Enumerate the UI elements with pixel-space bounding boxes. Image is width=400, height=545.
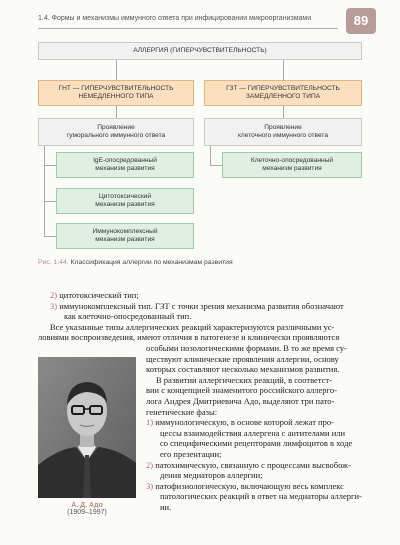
immunocomplex-line2: механизм развития xyxy=(95,236,155,243)
list-text: иммунологическую, в основе которой лежат про- xyxy=(155,417,334,428)
list-item xyxy=(146,481,344,492)
list-item xyxy=(50,290,139,301)
ige-mechanism-box xyxy=(56,152,194,178)
list-text: патофизиологическую, включающую весь комплекс xyxy=(155,480,344,491)
text-line: со специфическими рецепторами лимфоцитов в ходе xyxy=(160,438,353,449)
figure-caption xyxy=(38,259,233,266)
cytotoxic-line2: механизм развития xyxy=(95,201,155,208)
diagram-top-label: АЛЛЕРГИЯ (ГИПЕРЧУВСТВИТЕЛЬНОСТЬ) xyxy=(133,47,267,54)
connector xyxy=(44,165,56,166)
cellular-line1: Проявление xyxy=(264,124,302,131)
text-line: дения медиаторов аллергии; xyxy=(160,470,263,481)
list-number: 3) xyxy=(50,300,58,311)
text-line: его презентации; xyxy=(160,449,222,459)
ige-line1: IgE-опосредованный xyxy=(93,157,157,164)
cell-mediated-line2: механизм развития xyxy=(262,165,322,172)
text-line: как клеточно-опосредованный тип. xyxy=(64,311,192,322)
gnt-label-line1: ГНТ — ГИПЕРЧУВСТВИТЕЛЬНОСТЬ xyxy=(58,85,174,92)
immunocomplex-line1: Иммунокомплексный xyxy=(92,228,158,235)
cellular-manifestation-box xyxy=(204,118,362,146)
cell-mediated-line1: Клеточно-опосредованный xyxy=(250,157,334,164)
gnt-box xyxy=(38,80,194,106)
gzt-label-line2: ЗАМЕДЛЕННОГО ТИПА xyxy=(245,93,321,100)
list-number: 2) xyxy=(146,459,154,470)
text-line: цессы взаимодействия аллергена с антителами или xyxy=(160,427,346,438)
list-text: цитотоксический тип; xyxy=(59,290,139,300)
cell-mediated-mechanism-box xyxy=(222,152,362,178)
text-line: вии с концепцией знаменитого российского аллерго- xyxy=(146,385,337,396)
page-header xyxy=(0,0,400,36)
connector xyxy=(210,146,211,165)
text-line: патологических реакций в ответ на медиаторы аллерги- xyxy=(160,491,362,502)
list-number: 1) xyxy=(146,417,154,428)
page-number: 89 xyxy=(346,8,376,34)
humoral-line1: Проявление xyxy=(97,124,135,131)
gzt-box xyxy=(204,80,362,106)
photo-person-name: А. Д. Адо xyxy=(71,502,103,509)
cellular-line2: клеточного иммунного ответа xyxy=(237,132,329,139)
text-line: Все указанные типы аллергических реакций характеризуются различными ус- xyxy=(50,321,335,332)
text-line: особыми нозологическими формами. В то же время су- xyxy=(146,343,347,353)
text-line: ловиями воспроизведения, имеют отличия в патогенезе и клинически проявляются xyxy=(38,332,340,343)
connector xyxy=(283,60,284,80)
photo-caption xyxy=(38,502,136,516)
section-title: 1.4. Формы и механизмы иммунного ответа при инфицировании микроорганизмами xyxy=(38,15,312,22)
list-item xyxy=(50,301,344,312)
photo-person-years: (1909–1997) xyxy=(67,509,107,516)
connector xyxy=(116,106,117,118)
humoral-line2: гуморального иммунного ответа xyxy=(66,132,166,139)
cytotoxic-mechanism-box xyxy=(56,188,194,214)
header-rule xyxy=(38,28,338,29)
list-number: 2) xyxy=(50,290,58,300)
ige-line2: механизм развития xyxy=(95,165,155,172)
text-line: генетические фазы: xyxy=(146,406,218,417)
text-line: которых составляют несколько механизмов развития. xyxy=(146,364,340,375)
connector xyxy=(283,106,284,118)
immunocomplex-mechanism-box xyxy=(56,223,194,249)
list-item xyxy=(146,460,351,471)
figure-number: Рис. 1.44. xyxy=(38,259,69,266)
figure-title: Классификация аллергии по механизмам развития xyxy=(68,259,233,266)
gzt-label-line1: ГЗТ — ГИПЕРЧУВСТВИТЕЛЬНОСТЬ xyxy=(226,85,340,92)
list-text: иммунокомплексный тип. ГЗТ с точки зрения механизма развития обозначают xyxy=(59,300,344,311)
connector xyxy=(210,165,222,166)
text-line: ии. xyxy=(160,502,172,512)
diagram-top-box xyxy=(38,42,362,60)
connector xyxy=(44,236,56,237)
humoral-manifestation-box xyxy=(38,118,194,146)
text-line: В развитии аллергических реакций, в соответст- xyxy=(156,374,332,385)
portrait-illustration xyxy=(38,357,136,498)
portrait-photo xyxy=(38,357,136,498)
connector xyxy=(116,60,117,80)
list-text: патохимическую, связанную с процессами высвобож- xyxy=(155,459,351,470)
gnt-label-line2: НЕМЕДЛЕННОГО ТИПА xyxy=(78,93,154,100)
list-item xyxy=(146,417,334,428)
connector xyxy=(44,146,45,236)
text-line: лога Андрея Дмитриевича Адо, выделяют три пато- xyxy=(146,396,335,406)
text-line: ществуют клинические проявления аллергии, основу xyxy=(146,353,339,364)
cytotoxic-line1: Цитотоксический xyxy=(98,193,152,200)
connector xyxy=(44,201,56,202)
list-number: 3) xyxy=(146,480,154,491)
